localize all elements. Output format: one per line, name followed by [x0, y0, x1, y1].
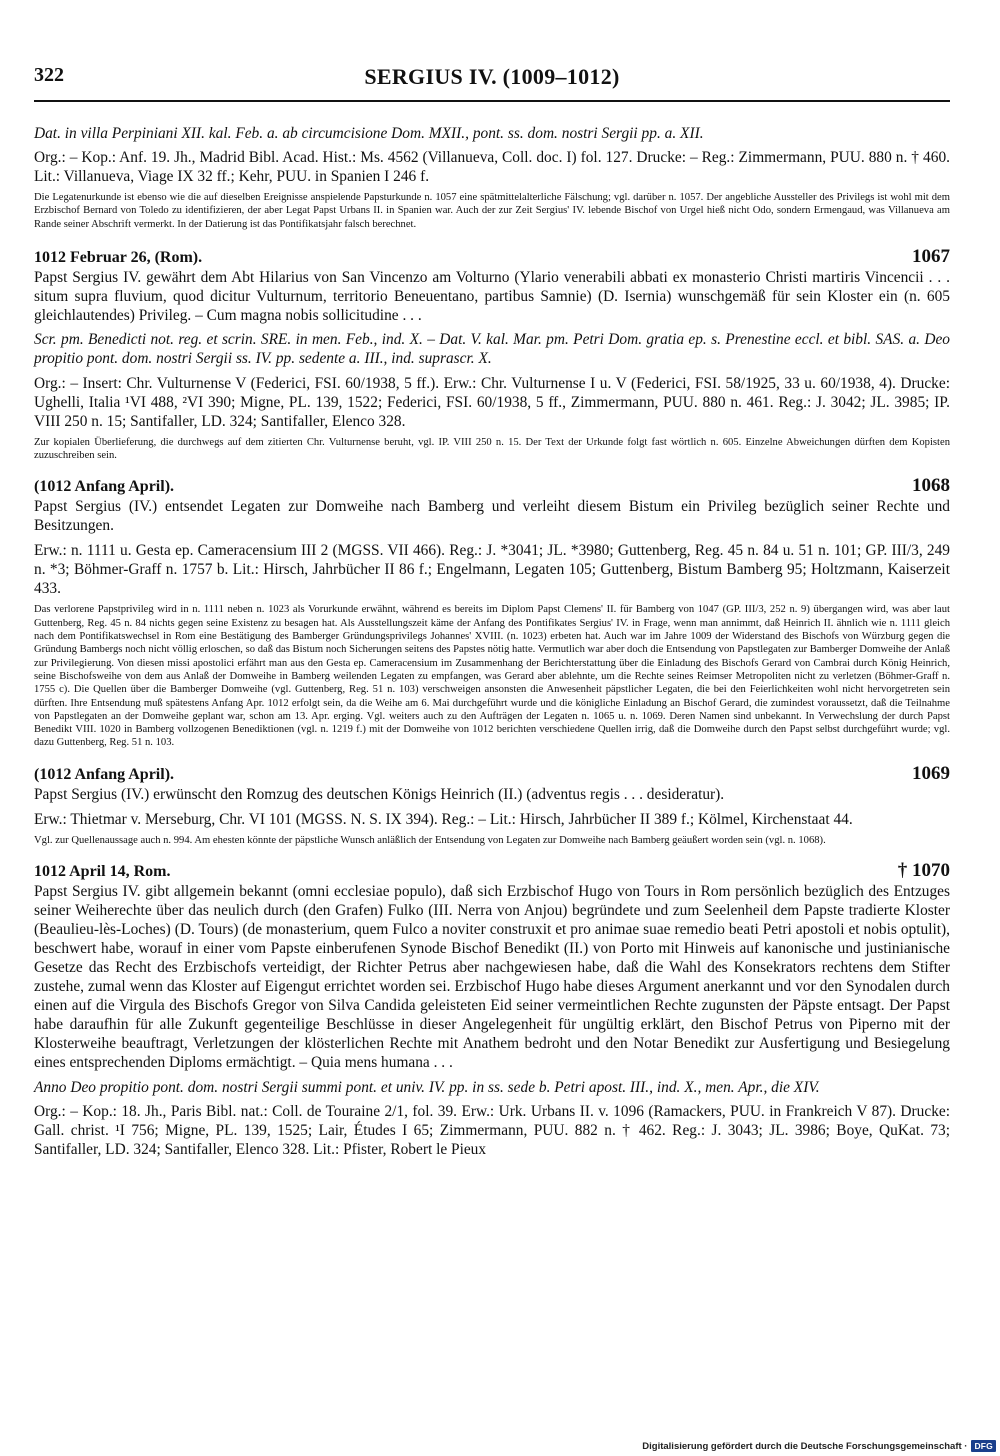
regest-entry [34, 247, 950, 463]
entry-text: Papst Sergius IV. gewährt dem Abt Hilarius von San Vincenzo am Volturno (Ylario venerabili abbati ex monasterio Christi martiris Vincencii . . . situm supra fluvium, quod dicitur Vulturnum, territorio Beneuentano, partibus Samnie) (D. Isernia) wunschgemäß für sein Kloster ein (n. 605 gleichlautendes) Privileg. – Cum magna nobis sollicitudine . . . [34, 268, 950, 324]
source-apparatus: Org.: – Kop.: 18. Jh., Paris Bibl. nat.: Coll. de Touraine 2/1, fol. 39. Erw.: Urk. Urbans II. v. 1096 (Ramackers, PUU. in Frankreich V 87). Drucke: Gall. christ. ¹I 756; Migne, PL. 139, 1525; Lair, Études I 65; Zimmermann, PUU. 882 n. † 462. Reg.: J. 3043; JL. 3986; Boye, QuKat. 73; Santifaller, LD. 324; Santifaller, Elenco 328. Lit.: Pfister, Robert le Pieux [34, 1103, 950, 1159]
running-title: SERGIUS IV. (1009–1012) [364, 64, 620, 89]
entry-number: 1069 [912, 762, 950, 784]
commentary-note: Vgl. zur Quellenaussage auch n. 994. Am ehesten könnte der päpstliche Wunsch anläßlich der Entsendung von Legaten zur Domweihe nach Bamberg geäußert worden sein (vgl. n. 1068). [34, 834, 826, 846]
entry-text: Papst Sergius (IV.) entsendet Legaten zur Domweihe nach Bamberg und verleiht diesem Bistum ein Privileg bezüglich seiner Rechte und Besitzungen. [34, 498, 950, 535]
entry-date: (1012 Anfang April). [34, 478, 175, 496]
entry-header [34, 861, 950, 882]
entry-number: 1067 [912, 245, 950, 267]
page [34, 62, 950, 1159]
digitization-credit [642, 1440, 996, 1452]
dating-clause: Anno Deo propitio pont. dom. nostri Sergii summi pont. et univ. IV. pp. in ss. sede b. Petri apost. III., ind. X., men. Apr., die XIV. [34, 1079, 820, 1097]
entry-date: (1012 Anfang April). [34, 765, 175, 783]
regest-entry [34, 861, 950, 1159]
source-apparatus: Erw.: n. 1111 u. Gesta ep. Cameracensium III 2 (MGSS. VII 466). Reg.: J. *3041; JL. *3980; Guttenberg, Reg. 45 n. 84 u. 51 n. 101; GP. III/3, 249 n. *3; Böhmer-Graff n. 1757 b. Lit.: Hirsch, Jahrbücher II 86 f.; Engelmann, Legaten 105; Guttenberg, Bistum Bamberg 95; Holtzmann, Kaiserzeit 433. [34, 542, 950, 598]
regest-entry [34, 764, 950, 847]
credit-text: Digitalisierung gefördert durch die Deutsche Forschungsgemeinschaft · [642, 1440, 968, 1452]
entry-date: 1012 Februar 26, (Rom). [34, 248, 203, 266]
entry-number: 1068 [912, 475, 950, 497]
entry-text: Papst Sergius (IV.) erwünscht den Romzug des deutschen Königs Heinrich (II.) (adventus regis . . . desideratur). [34, 785, 725, 803]
commentary-note: Das verlorene Papstprivileg wird in n. 1111 neben n. 1023 als Vorurkunde erwähnt, während es bereits im Diplom Papst Clemens' II. für Bamberg von 1047 (GP. III/3, 252 n. 9) übergangen wird, was aber laut Guttenberg, Reg. 45 n. 84 nichts gegen seine Existenz zu besagen hat. Als Ausstellungszeit käme der Anfang des Pontifikates Sergius' IV. in Frage, wenn man annimmt, daß Heinrich II. ähnlich wie n. 1111 gleich nach dem Pontifikatswechsel in Rom eine Bestätigung des Bamberger Gründungsprivilegs Johannes' XVIII. (n. 1023) erbeten hat. Auch war im Jahre 1009 der Widerstand des Bischofs von Würzburg gegen die Gründung Bambergs noch nicht völlig erloschen, so daß das Bistum noch Sicherungen seitens des Papstes nötig hatte. Vermutlich war aber doch die Entsendung von Papstlegaten zur Bamberger Domweihe der Anlaß zur Privilegierung. Von diesen missi apostolici erfährt man aus den Gesta ep. Cameracensium im Zusammenhang der Berichterstattung über die Einladung des Bischofs Gerard von Cambrai durch König Heinrich, seine Bischofsweihe von dem aus Anlaß der Domweihe in Bamberg weilenden Legaten zu empfangen, was Gerard aber ablehnte, um die Rechte seines Reimser Metropoliten nicht zu verletzen (Böhmer-Graff n. 1755 c). Die Quellen über die Bamberger Domweihe (vgl. Guttenberg, Reg. 51 n. 103) verschweigen ansonsten die Anwesenheit päpstlicher Legaten, die bei den Feierlichkeiten wohl nicht hervorgetreten sein dürften. Ihre Entsendung muß spätestens Anfang Apr. 1012 erfolgt sein, da die Weihe am 6. Mai durchgeführt wurde und die königliche Einladung an Bischof Gerard, die zumindest voraussetzt, daß die Teilnahme von Papstlegaten an der Domweihe geplant war, schon am 13. Apr. erging. Vgl. weiters auch zu den Aufträgen der Legaten n. 1065 u. n. 1069. Deren Namen sind unbekannt. In Verwechslung der durch Papst Benedikt VIII. 1020 in Bamberg vollzogenen Benediktionen (vgl. n. 1219 f.) mit der Domweihe von 1012 berichten verschiedene Quellen irrig, daß die Domweihe durch den Papst selbst durchgeführt wurde; vgl. dazu Guttenberg, Reg. 51 n. 103. [34, 604, 950, 749]
preamble [34, 124, 950, 231]
source-apparatus: Org.: – Kop.: Anf. 19. Jh., Madrid Bibl. Acad. Hist.: Ms. 4562 (Villanueva, Coll. doc. I) fol. 127. Drucke: – Reg.: Zimmermann, PUU. 880 n. † 460. Lit.: Villanueva, Viage IX 32 ff.; Kehr, PUU. in Spanien I 246 f. [34, 149, 950, 185]
entry-header [34, 247, 950, 268]
commentary-note: Die Legatenurkunde ist ebenso wie die auf dieselben Ereignisse anspielende Papsturkunde n. 1057 eine spätmittelalterliche Fälschung; vgl. darüber n. 1057. Der angebliche Aussteller des Privilegs ist wohl mit dem Erzbischof Bernard von Toledo zu identifizieren, der aber Legat Papst Urbans II. in Spanien war. Auch der zur Zeit Sergius' IV. lebende Bischof von Urgel hieß nicht Odo, sondern Ermengaud, was Villanueva am Rande seiner Abschrift vermerkt. In der Datierung ist das Pontifikatsjahr falsch berechnet. [34, 192, 950, 230]
source-apparatus: Erw.: Thietmar v. Merseburg, Chr. VI 101 (MGSS. N. S. IX 394). Reg.: – Lit.: Hirsch, Jahrbücher II 389 f.; Kölmel, Kirchenstaat 44. [34, 810, 853, 828]
page-number: 322 [34, 64, 64, 86]
dating-clause: Dat. in villa Perpiniani XII. kal. Feb. a. ab circumcisione Dom. MXII., pont. ss. dom. nostri Sergii pp. a. XII. [34, 125, 704, 142]
running-header [34, 62, 950, 102]
source-apparatus: Org.: – Insert: Chr. Vulturnense V (Federici, FSI. 60/1938, 5 ff.). Erw.: Chr. Vulturnense I u. V (Federici, FSI. 58/1925, 33 u. 60/1938, 4). Drucke: Ughelli, Italia ¹VI 488, ²VI 390; Migne, PL. 139, 1522; Federici, FSI. 60/1938, 5 ff., Zimmermann, PUU. 880 n. 461. Reg.: J. 3042; JL. 3985; IP. VIII 250 n. 15; Santifaller, LD. 324; Santifaller, Elenco 328. [34, 374, 950, 430]
entry-date: 1012 April 14, Rom. [34, 863, 171, 881]
commentary-note: Zur kopialen Überlieferung, die durchwegs auf dem zitierten Chr. Vulturnense beruht, vgl. IP. VIII 250 n. 15. Der Text der Urkunde folgt fast wörtlich n. 605. Einzelne Abweichungen dürften dem Kopisten zuzuschreiben sein. [34, 436, 950, 462]
entry-header [34, 476, 950, 497]
entry-number: † 1070 [897, 860, 950, 882]
entry-header [34, 764, 950, 785]
entry-text: Papst Sergius IV. gibt allgemein bekannt (omni ecclesiae populo), daß sich Erzbischof Hugo von Tours in Rom persönlich bezüglich des Entzuges seiner Weiherechte über das neulich durch (den Grafen) Fulko (III. Nerra von Anjou) begründete und zum Seelenheil dem Papste tradierte Kloster (Beaulieu-lès-Loches) (D. Tours) (de monasterium, quem Fulco a noviter construxit et pro animae suae remedio beati Petri apostoli et nobis optulit), beschwert habe, worauf in einer vom Papste einberufenen Synode Bischof Benedikt (II.) von Porto mit Hinweis auf kanonische und justinianische Gesetze das Recht des Erzbischofs verteidigt, der Richter Petrus aber nachgewiesen habe, daß die Wahl des Konsekrators rechtens dem Stifter zustehe, zumal wenn das Kloster auf Eigengut errichtet worden sei. Erzbischof Hugo habe dieses Argument anerkannt und vor den Synodalen durch einen auf die Virgula des Bischofs Gregor von Silva Candida geleisteten Eid seiner vermeintlichen Rechte zugunsten der Päpste entsagt. Der Papst habe daraufhin für alle Zukunft gegenteilige Beschlüsse in dieser Angelegenheit für ungültig erklärt, den Bischof Petrus von Piperno mit der Klosterweihe beauftragt, Verletzungen der klösterlichen Rechte mit Anathem bedroht und den Notar Benedikt zur Ausfertigung und Besiegelung eines entsprechenden Diploms ermächtigt. – Quia mens humana . . . [34, 883, 950, 1072]
regest-entry [34, 476, 950, 749]
dating-clause: Scr. pm. Benedicti not. reg. et scrin. SRE. in men. Feb., ind. X. – Dat. V. kal. Mar. pm. Petri Dom. gratia ep. s. Prenestine eccl. et bibl. SAS. a. Deo propitio pont. dom. nostri Sergii ss. IV. pp. sedente a. III., ind. suprascr. X. [34, 330, 950, 367]
dfg-logo: DFG [971, 1440, 996, 1452]
